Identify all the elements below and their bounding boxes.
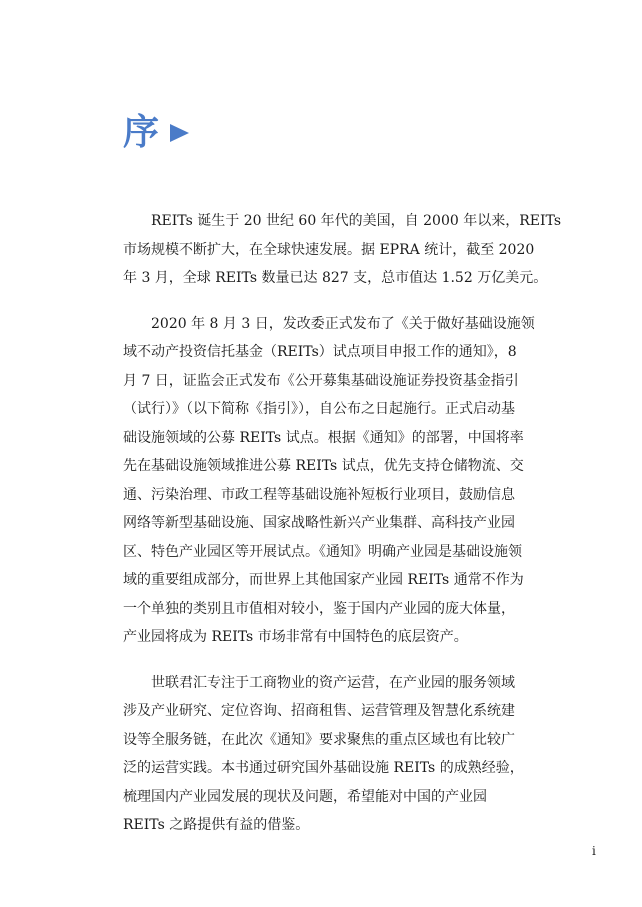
text-line: REITs 之路提供有益的借鉴。 <box>123 817 310 833</box>
chapter-title: 序 <box>123 112 160 153</box>
text-line: 先在基础设施领域推进公募 REITs 试点，优先支持仓储物流、交 <box>123 458 524 474</box>
text-line: 泛的运营实践。本书通过研究国外基础设施 REITs 的成熟经验， <box>123 760 524 776</box>
text-line: 涉及产业研究、定位咨询、招商租售、运营管理及智慧化系统建 <box>123 703 515 719</box>
text-line: 一个单独的类别且市值相对较小，鉴于国内产业园的庞大体量， <box>123 600 515 617</box>
text-line: 设等全服务链，在此次《通知》要求聚焦的重点区域也有比较广 <box>123 731 515 748</box>
chapter-heading <box>123 108 191 158</box>
text-line: 年 3 月，全球 REITs 数量已达 827 支，总市值达 1.52 万亿美元。 <box>123 270 548 286</box>
text-line: 市场规模不断扩大，在全球快速发展。据 EPRA 统计，截至 2020 <box>123 241 535 258</box>
text-line: 2020 年 8 月 3 日，发改委正式发布了《关于做好基础设施领 <box>151 315 535 332</box>
text-line: REITs 诞生于 20 世纪 60 年代的美国，自 2000 年以来，REITs <box>151 213 561 229</box>
text-line: 通、污染治理、市政工程等基础设施补短板行业项目，鼓励信息 <box>123 486 515 503</box>
text-line: 网络等新型基础设施、国家战略性新兴产业集群、高科技产业园 <box>123 515 515 531</box>
text-line: 产业园将成为 REITs 市场非常有中国特色的底层资产。 <box>123 629 468 645</box>
paragraph-3 <box>123 669 524 840</box>
text-line: 区、特色产业园区等开展试点。《通知》明确产业园是基础设施领 <box>123 543 522 560</box>
text-line: 世联君汇专注于工商物业的资产运营，在产业园的服务领域 <box>151 674 515 691</box>
text-line: （试行）》（以下简称《指引》），自公布之日起施行。正式启动基 <box>123 401 515 417</box>
paragraph-2 <box>123 310 535 652</box>
paragraph-1 <box>123 207 561 293</box>
text-line: 域的重要组成部分，而世界上其他国家产业园 REITs 通常不作为 <box>123 572 524 588</box>
right-triangle-icon <box>167 121 191 145</box>
text-line: 月 7 日，证监会正式发布《公开募集基础设施证券投资基金指引 <box>123 372 519 389</box>
text-line: 梳理国内产业园发展的现状及问题，希望能对中国的产业园 <box>123 788 487 805</box>
page-number: i <box>592 844 596 858</box>
preface-body <box>123 207 561 857</box>
text-line: 域不动产投资信托基金（REITs）试点项目申报工作的通知》，8 <box>123 344 517 360</box>
text-line: 础设施领域的公募 REITs 试点。根据《通知》的部署，中国将率 <box>123 429 524 446</box>
